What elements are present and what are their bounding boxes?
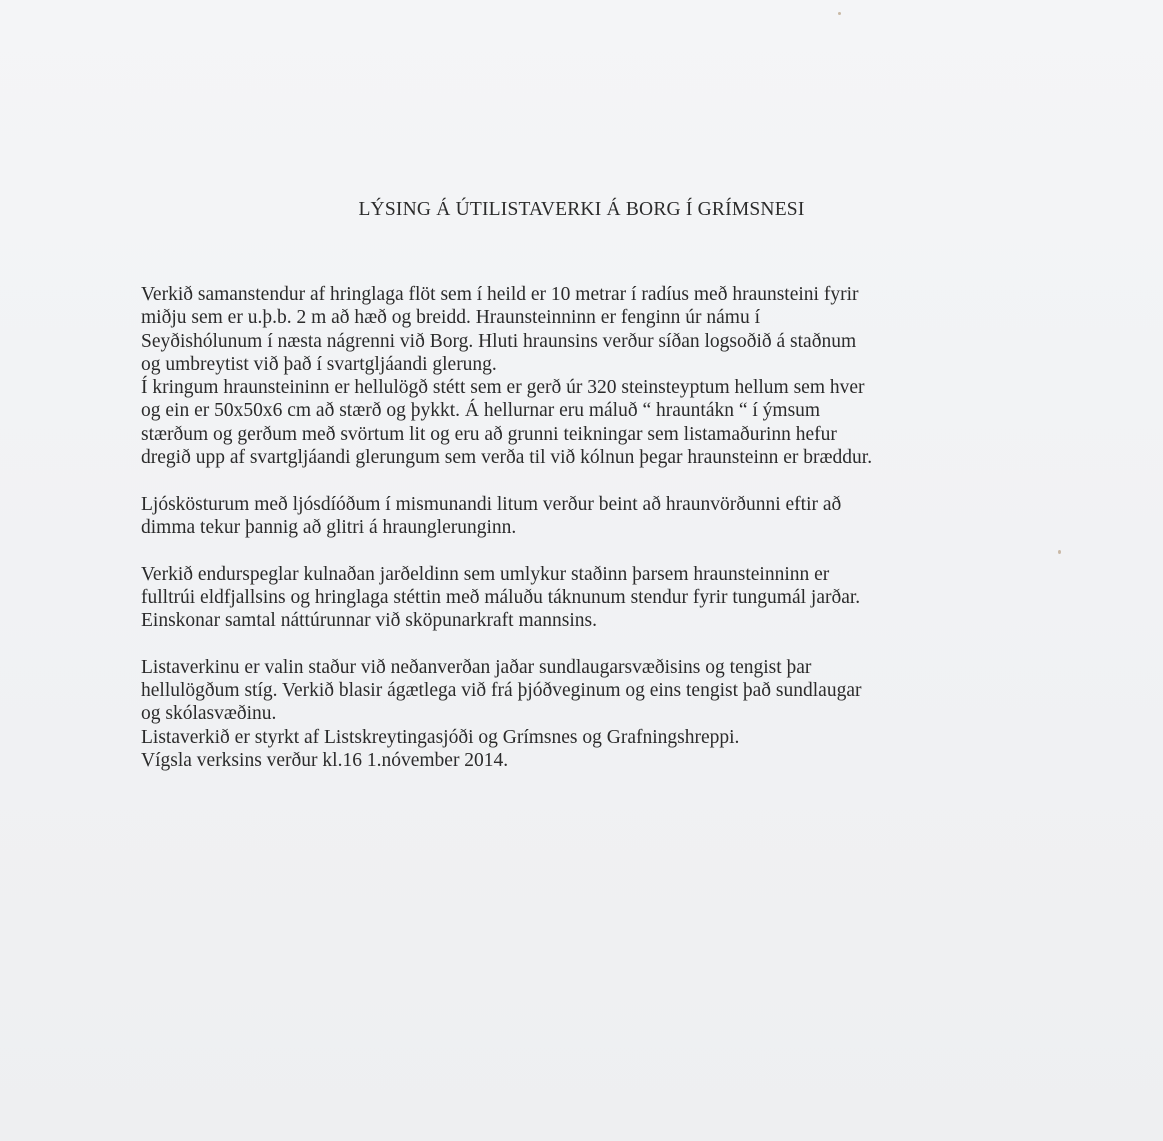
text-line: Ljóskösturum með ljósdíóðum í mismunandi litum verður beint að hraunvörðunni eftir að — [141, 493, 842, 515]
text-line: og skólasvæðinu. — [141, 703, 277, 725]
text-line: Listaverkinu er valin staður við neðanverðan jaðar sundlaugarsvæðisins og tengist þar — [141, 656, 812, 678]
text-line: Einskonar samtal náttúrunnar við sköpunarkraft mannsins. — [141, 610, 597, 632]
document-title: LÝSING Á ÚTILISTAVERKI Á BORG Í GRÍMSNESI — [358, 199, 805, 220]
text-line: Listaverkið er styrkt af Listskreytingasjóði og Grímsnes og Grafningshreppi. — [141, 726, 740, 748]
text-line: dregið upp af svartgljáandi glerungum sem verða til við kólnun þegar hraunsteinn er bræddur. — [141, 447, 873, 469]
paragraph-3 — [141, 563, 1091, 633]
text-line: hellulögðum stíg. Verkið blasir ágætlega við frá þjóðveginum og eins tengist það sundlaugar — [141, 680, 862, 702]
text-line: og ein er 50x50x6 cm að stærð og þykkt. Á hellurnar eru máluð “ hrauntákn “ í ýmsum — [141, 400, 821, 422]
text-line: Í kringum hraunsteininn er hellulögð stétt sem er gerð úr 320 steinsteyptum hellum sem hver — [141, 377, 865, 399]
paragraph-gap — [141, 632, 1091, 655]
text-line: og umbreytist við það í svartgljáandi glerung. — [141, 353, 497, 375]
text-line: stærðum og gerðum með svörtum lit og eru að grunni teikningar sem listamaðurinn hefur — [141, 423, 837, 445]
text-line: miðju sem er u.þ.b. 2 m að hæð og breidd. Hraunsteinninn er fenginn úr námu í — [141, 307, 761, 329]
paragraph-gap — [141, 469, 1091, 492]
text-line: fulltrúi eldfjallsins og hringlaga stéttin með máluðu táknunum stendur fyrir tungumál jarðar. — [141, 586, 861, 608]
text-line: dimma tekur þannig að glitri á hraunglerunginn. — [141, 516, 517, 538]
paragraph-4 — [141, 656, 1091, 772]
paper-speck — [838, 12, 841, 15]
paragraph-1 — [141, 283, 1091, 469]
text-line: Vígsla verksins verður kl.16 1.nóvember 2014. — [141, 749, 509, 771]
paragraph-2 — [141, 493, 1091, 540]
paragraph-gap — [141, 539, 1091, 562]
text-line: Verkið samanstendur af hringlaga flöt sem í heild er 10 metrar í radíus með hraunsteini fyrir — [141, 284, 859, 305]
document-body — [141, 283, 1091, 772]
text-line: Verkið endurspeglar kulnaðan jarðeldinn sem umlykur staðinn þarsem hraunsteinninn er — [141, 563, 830, 585]
text-line: Seyðishólunum í næsta nágrenni við Borg. Hluti hraunsins verður síðan logsoðið á staðnum — [141, 330, 857, 352]
